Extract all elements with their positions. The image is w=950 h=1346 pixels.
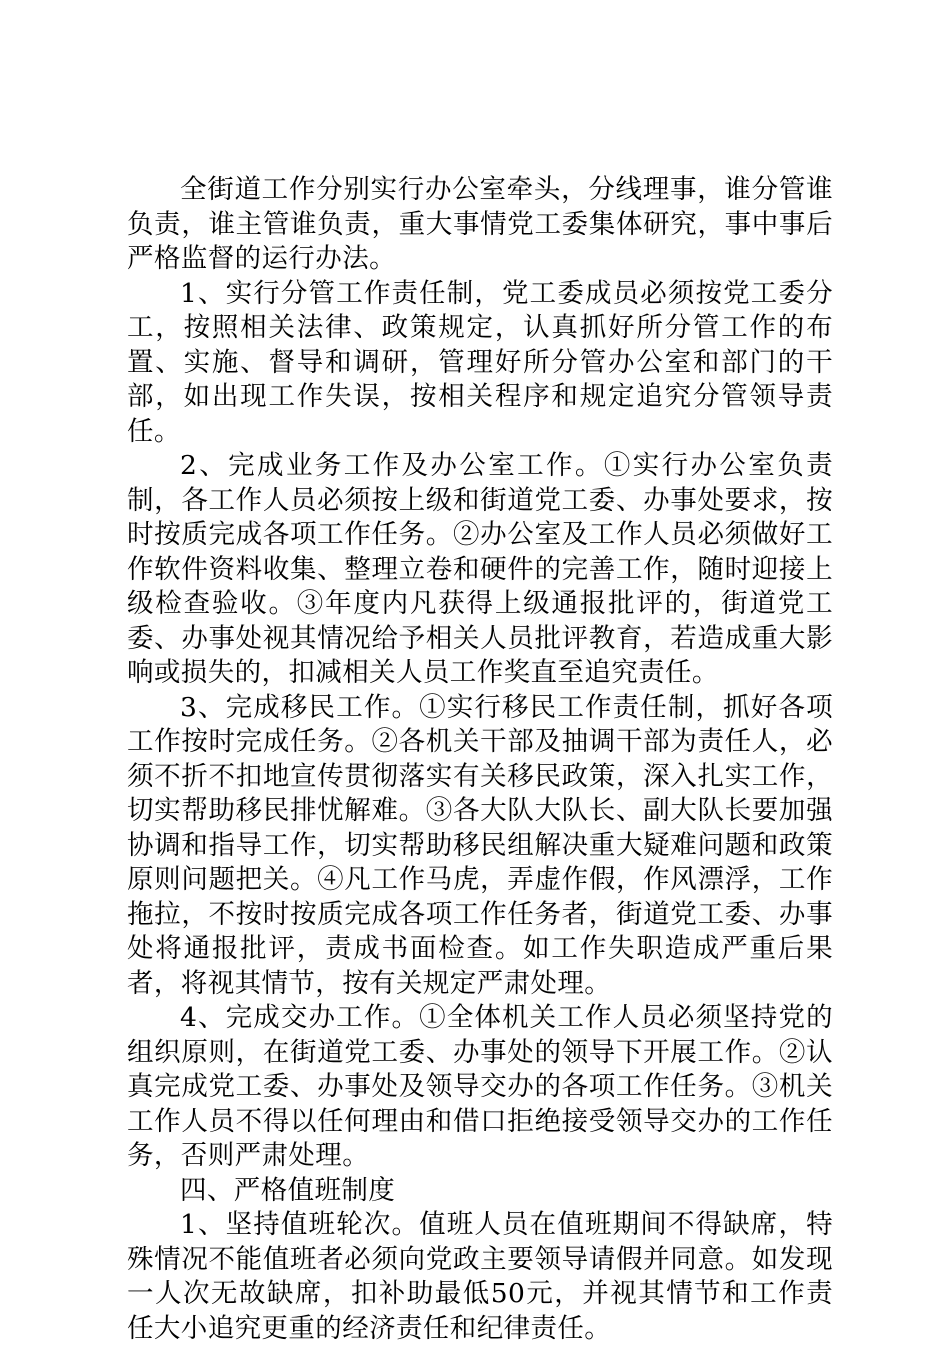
paragraph-item-3: 3、完成移民工作。①实行移民工作责任制，抓好各项工作按时完成任务。②各机关干部及抽调干部为责任人，必须不折不扣地宣传贯彻落实有关移民政策，深入扎实工作，切实帮助移民排忧解难。③各大队大队长、副大队长要加强协调和指导工作，切实帮助移民组解决重大疑难问题和政策原则问题把关。④凡工作马虎，弄虚作假，作风漂浮，工作拖拉，不按时按质完成各项工作任务者，街道党工委、办事处将通报批评，责成书面检查。如工作失职造成严重后果者，将视其情节，按有关规定严肃处理。 [127, 691, 833, 999]
paragraph-intro: 全街道工作分别实行办公室牵头，分线理事，谁分管谁负责，谁主管谁负责，重大事情党工委集体研究，事中事后严格监督的运行办法。 [127, 174, 833, 274]
paragraph-item-2: 2、完成业务工作及办公室工作。①实行办公室负责制，各工作人员必须按上级和街道党工委、办事处要求，按时按质完成各项工作任务。②办公室及工作人员必须做好工作软件资料收集、整理立卷和硬件的完善工作，随时迎接上级检查验收。③年度内凡获得上级通报批评的，街道党工委、办事处视其情况给予相关人员批评教育，若造成重大影响或损失的，扣减相关人员工作奖直至追究责任。 [127, 450, 833, 688]
paragraph-duty-1: 1、坚持值班轮次。值班人员在值班期间不得缺席，特殊情况不能值班者必须向党政主要领导请假并同意。如发现一人次无故缺席，扣补助最低50元，并视其情节和工作责任大小追究更重的经济责任和纪律责任。 [127, 1209, 833, 1344]
document-body [127, 173, 833, 1346]
paragraph-item-1: 1、实行分管工作责任制，党工委成员必须按党工委分工，按照相关法律、政策规定，认真抓好所分管工作的布置、实施、督导和调研，管理好所分管办公室和部门的干部，如出现工作失误，按相关程序和规定追究分管领导责任。 [127, 277, 833, 447]
section-heading: 四、严格值班制度 [180, 1174, 396, 1206]
paragraph-item-4: 4、完成交办工作。①全体机关工作人员必须坚持党的组织原则，在街道党工委、办事处的领导下开展工作。②认真完成党工委、办事处及领导交办的各项工作任务。③机关工作人员不得以任何理由和借口拒绝接受领导交办的工作任务，否则严肃处理。 [127, 1002, 833, 1171]
